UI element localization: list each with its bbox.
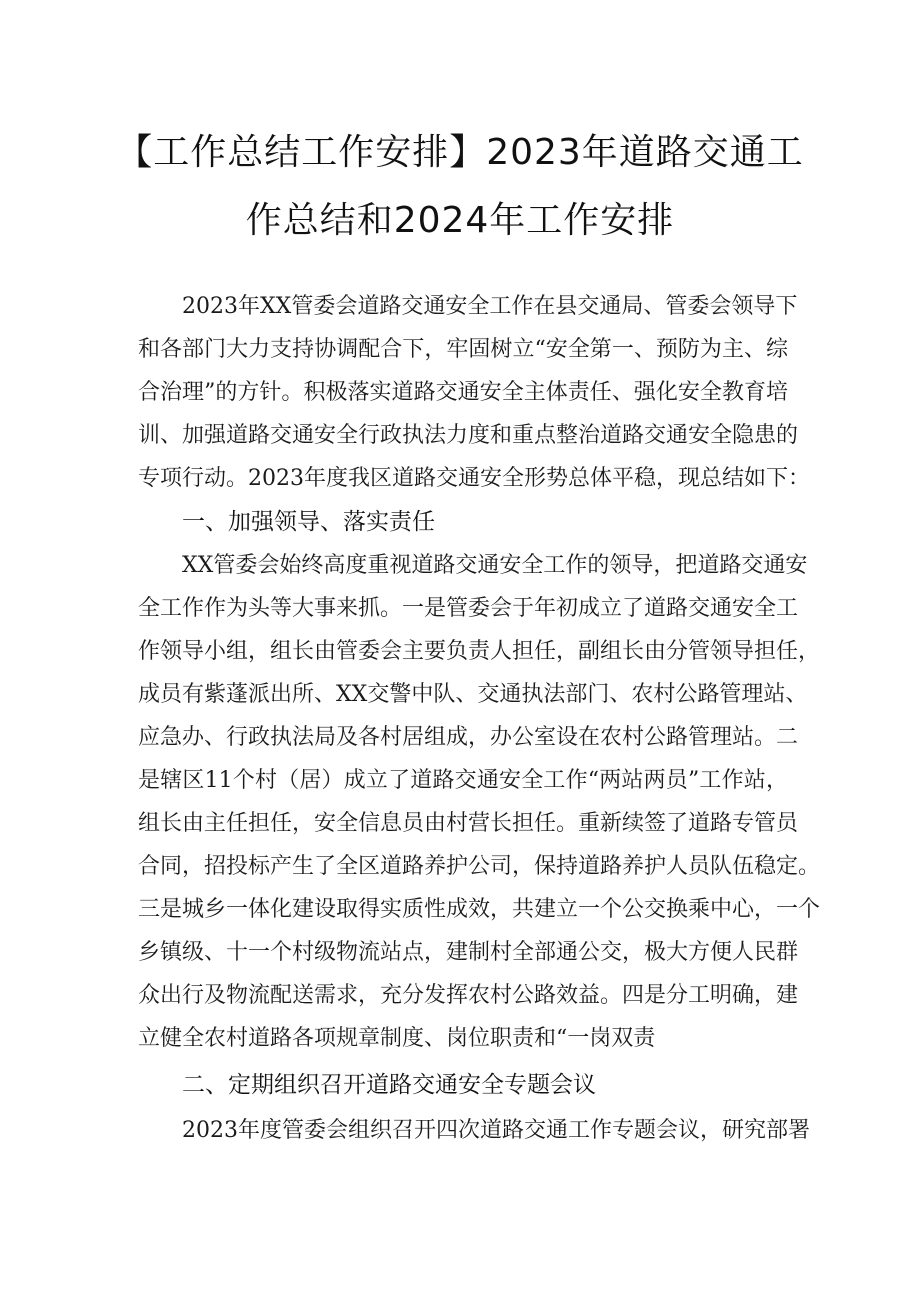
paragraph-1-line: 训、加强道路交通安全行政执法力度和重点整治道路交通安全隐患的 <box>138 423 799 448</box>
paragraph-2-line: 作领导小组，组长由管委会主要负责人担任，副组长由分管领导担任， <box>138 639 821 664</box>
paragraph-2-line: 合同，招投标产生了全区道路养护公司，保持道路养护人员队伍稳定。 <box>138 854 821 879</box>
paragraph-2-line: XX管委会始终高度重视道路交通安全工作的领导，把道路交通安 <box>182 553 808 578</box>
paragraph-1-line: 2023年XX管委会道路交通安全工作在县交通局、管委会领导下 <box>182 294 798 319</box>
paragraph-2-line: 组长由主任担任，安全信息员由村营长担任。重新续签了道路专管员 <box>138 811 799 836</box>
paragraph-2-line: 是辖区11个村（居）成立了道路交通安全工作“两站两员”工作站， <box>138 768 788 793</box>
paragraph-2-line: 成员有紫蓬派出所、XX交警中队、交通执法部门、农村公路管理站、 <box>138 682 808 707</box>
paragraph-2-line: 三是城乡一体化建设取得实质性成效，共建立一个公交换乘中心，一个 <box>138 897 821 922</box>
paragraph-2-line: 众出行及物流配送需求，充分发挥农村公路效益。四是分工明确，建 <box>138 983 799 1008</box>
section-heading-1: 一、加强领导、落实责任 <box>182 509 435 535</box>
paragraph-3-line: 2023年度管委会组织召开四次道路交通工作专题会议，研究部署 <box>182 1118 810 1143</box>
section-heading-2: 二、定期组织召开道路交通安全专题会议 <box>182 1072 596 1098</box>
paragraph-2-line: 立健全农村道路各项规章制度、岗位职责和“一岗双责 <box>138 1026 656 1051</box>
paragraph-1-line: 和各部门大力支持协调配合下，牢固树立“安全第一、预防为主、综 <box>138 337 788 362</box>
paragraph-1-line: 合治理”的方针。积极落实道路交通安全主体责任、强化安全教育培 <box>138 380 788 405</box>
document-title-line-1: 【工作总结工作安排】2023年道路交通工 <box>116 132 804 173</box>
paragraph-2-line: 乡镇级、十一个村级物流站点，建制村全部通公交，极大方便人民群 <box>138 940 799 965</box>
paragraph-1-line: 专项行动。2023年度我区道路交通安全形势总体平稳，现总结如下： <box>138 466 810 491</box>
paragraph-2-line: 全工作作为头等大事来抓。一是管委会于年初成立了道路交通安全工 <box>138 596 799 621</box>
document-title-line-2: 作总结和2024年工作安排 <box>245 200 675 241</box>
paragraph-2-line: 应急办、行政执法局及各村居组成，办公室设在农村公路管理站。二 <box>138 725 799 750</box>
